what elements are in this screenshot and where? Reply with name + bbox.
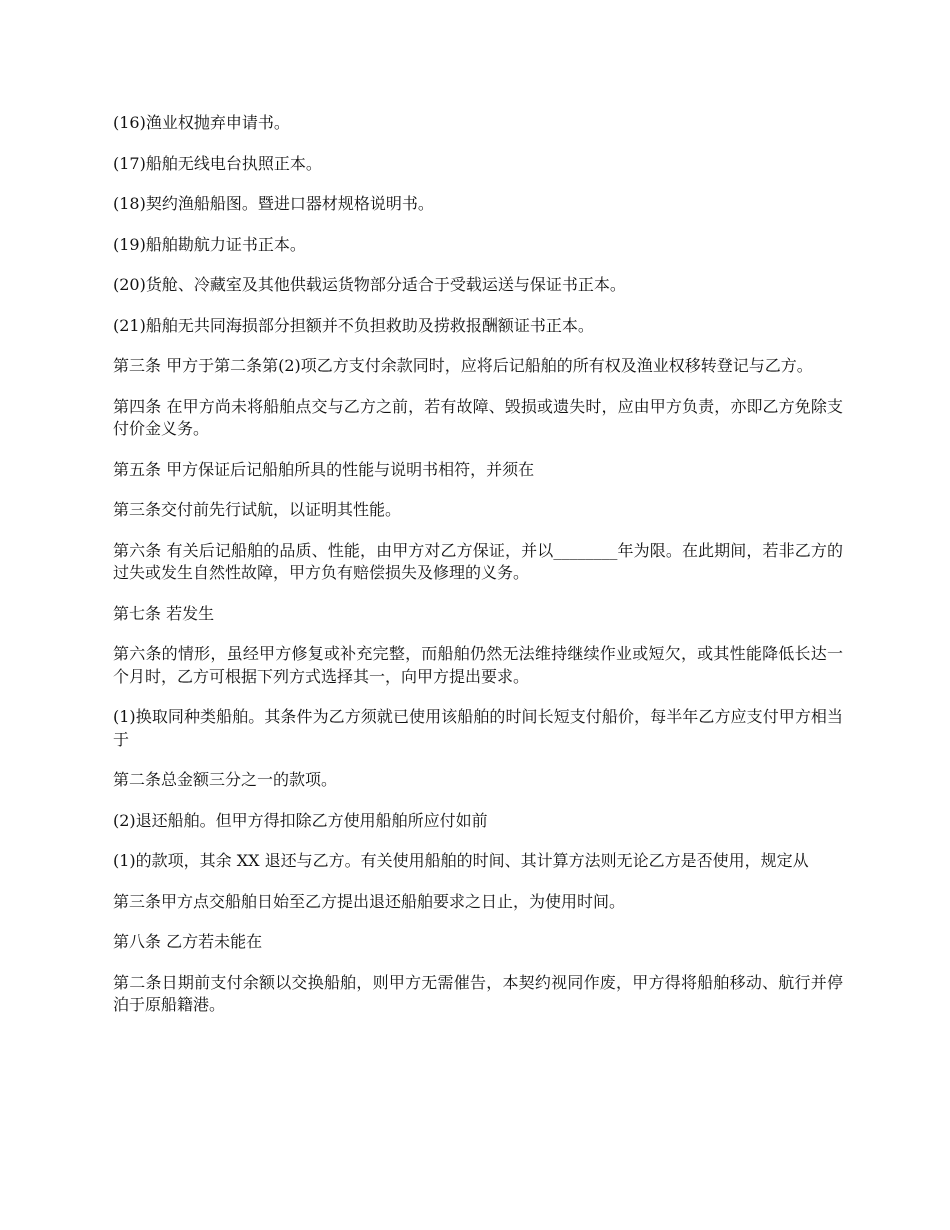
paragraph-21: (21)船舶无共同海损部分担额并不负担救助及捞救报酬额证书正本。 — [113, 315, 594, 335]
article-7-usage-period: 第三条甲方点交船舶日始至乙方提出退还船舶要求之日止，为使用时间。 — [113, 891, 626, 911]
article-7-option-2: (2)退还船舶。但甲方得扣除乙方使用船舶所应付如前 — [113, 810, 488, 830]
article-3: 第三条 甲方于第二条第(2)项乙方支付余款同时，应将后记船舶的所有权及渔业权移转登记与乙方。 — [113, 356, 813, 375]
paragraph-18: (18)契约渔船船图。暨进口器材规格说明书。 — [113, 194, 434, 213]
article-8-continued: 第二条日期前支付余额以交换船舶，则甲方无需催告，本契约视同作废，甲方得将船舶移动、航行并停泊于原船籍港。 — [113, 972, 843, 1014]
article-7-option-1-continued: 第二条总金额三分之一的款项。 — [113, 770, 338, 789]
paragraph-17: (17)船舶无线电台执照正本。 — [113, 153, 322, 173]
article-7: 第七条 若发生 — [113, 603, 215, 623]
paragraph-16: (16)渔业权抛弃申请书。 — [113, 113, 290, 132]
article-7-continued: 第六条的情形，虽经甲方修复或补充完整，而船舶仍然无法维持继续作业或短欠，或其性能降低长达一个月时，乙方可根据下列方式选择其一，向甲方提出要求。 — [113, 644, 843, 686]
article-5: 第五条 甲方保证后记船舶所具的性能与说明书相符，并须在 — [113, 459, 535, 479]
document-page — [113, 112, 843, 1035]
article-7-option-2-continued: (1)的款项，其余 XX 退还与乙方。有关使用船舶的时间、其计算方法则无论乙方是否使用，规定从 — [113, 851, 809, 870]
article-4: 第四条 在甲方尚未将船舶点交与乙方之前，若有故障、毁损或遗失时，应由甲方负责，亦即乙方免除支付价金义务。 — [113, 396, 843, 438]
article-5-continued: 第三条交付前先行试航，以证明其性能。 — [113, 500, 402, 519]
paragraph-19: (19)船舶勘航力证书正本。 — [113, 234, 306, 254]
article-8: 第八条 乙方若未能在 — [113, 932, 263, 951]
article-7-option-1: (1)换取同种类船舶。其条件为乙方须就已使用该船舶的时间长短支付船价，每半年乙方应支付甲方相当于 — [113, 707, 843, 749]
article-6: 第六条 有关后记船舶的品质、性能，由甲方对乙方保证，并以________年为限。在此期间，若非乙方的过失或发生自然性故障，甲方负有赔偿损失及修理的义务。 — [113, 540, 843, 582]
paragraph-20: (20)货舱、冷藏室及其他供载运货物部分适合于受载运送与保证书正本。 — [113, 275, 626, 294]
